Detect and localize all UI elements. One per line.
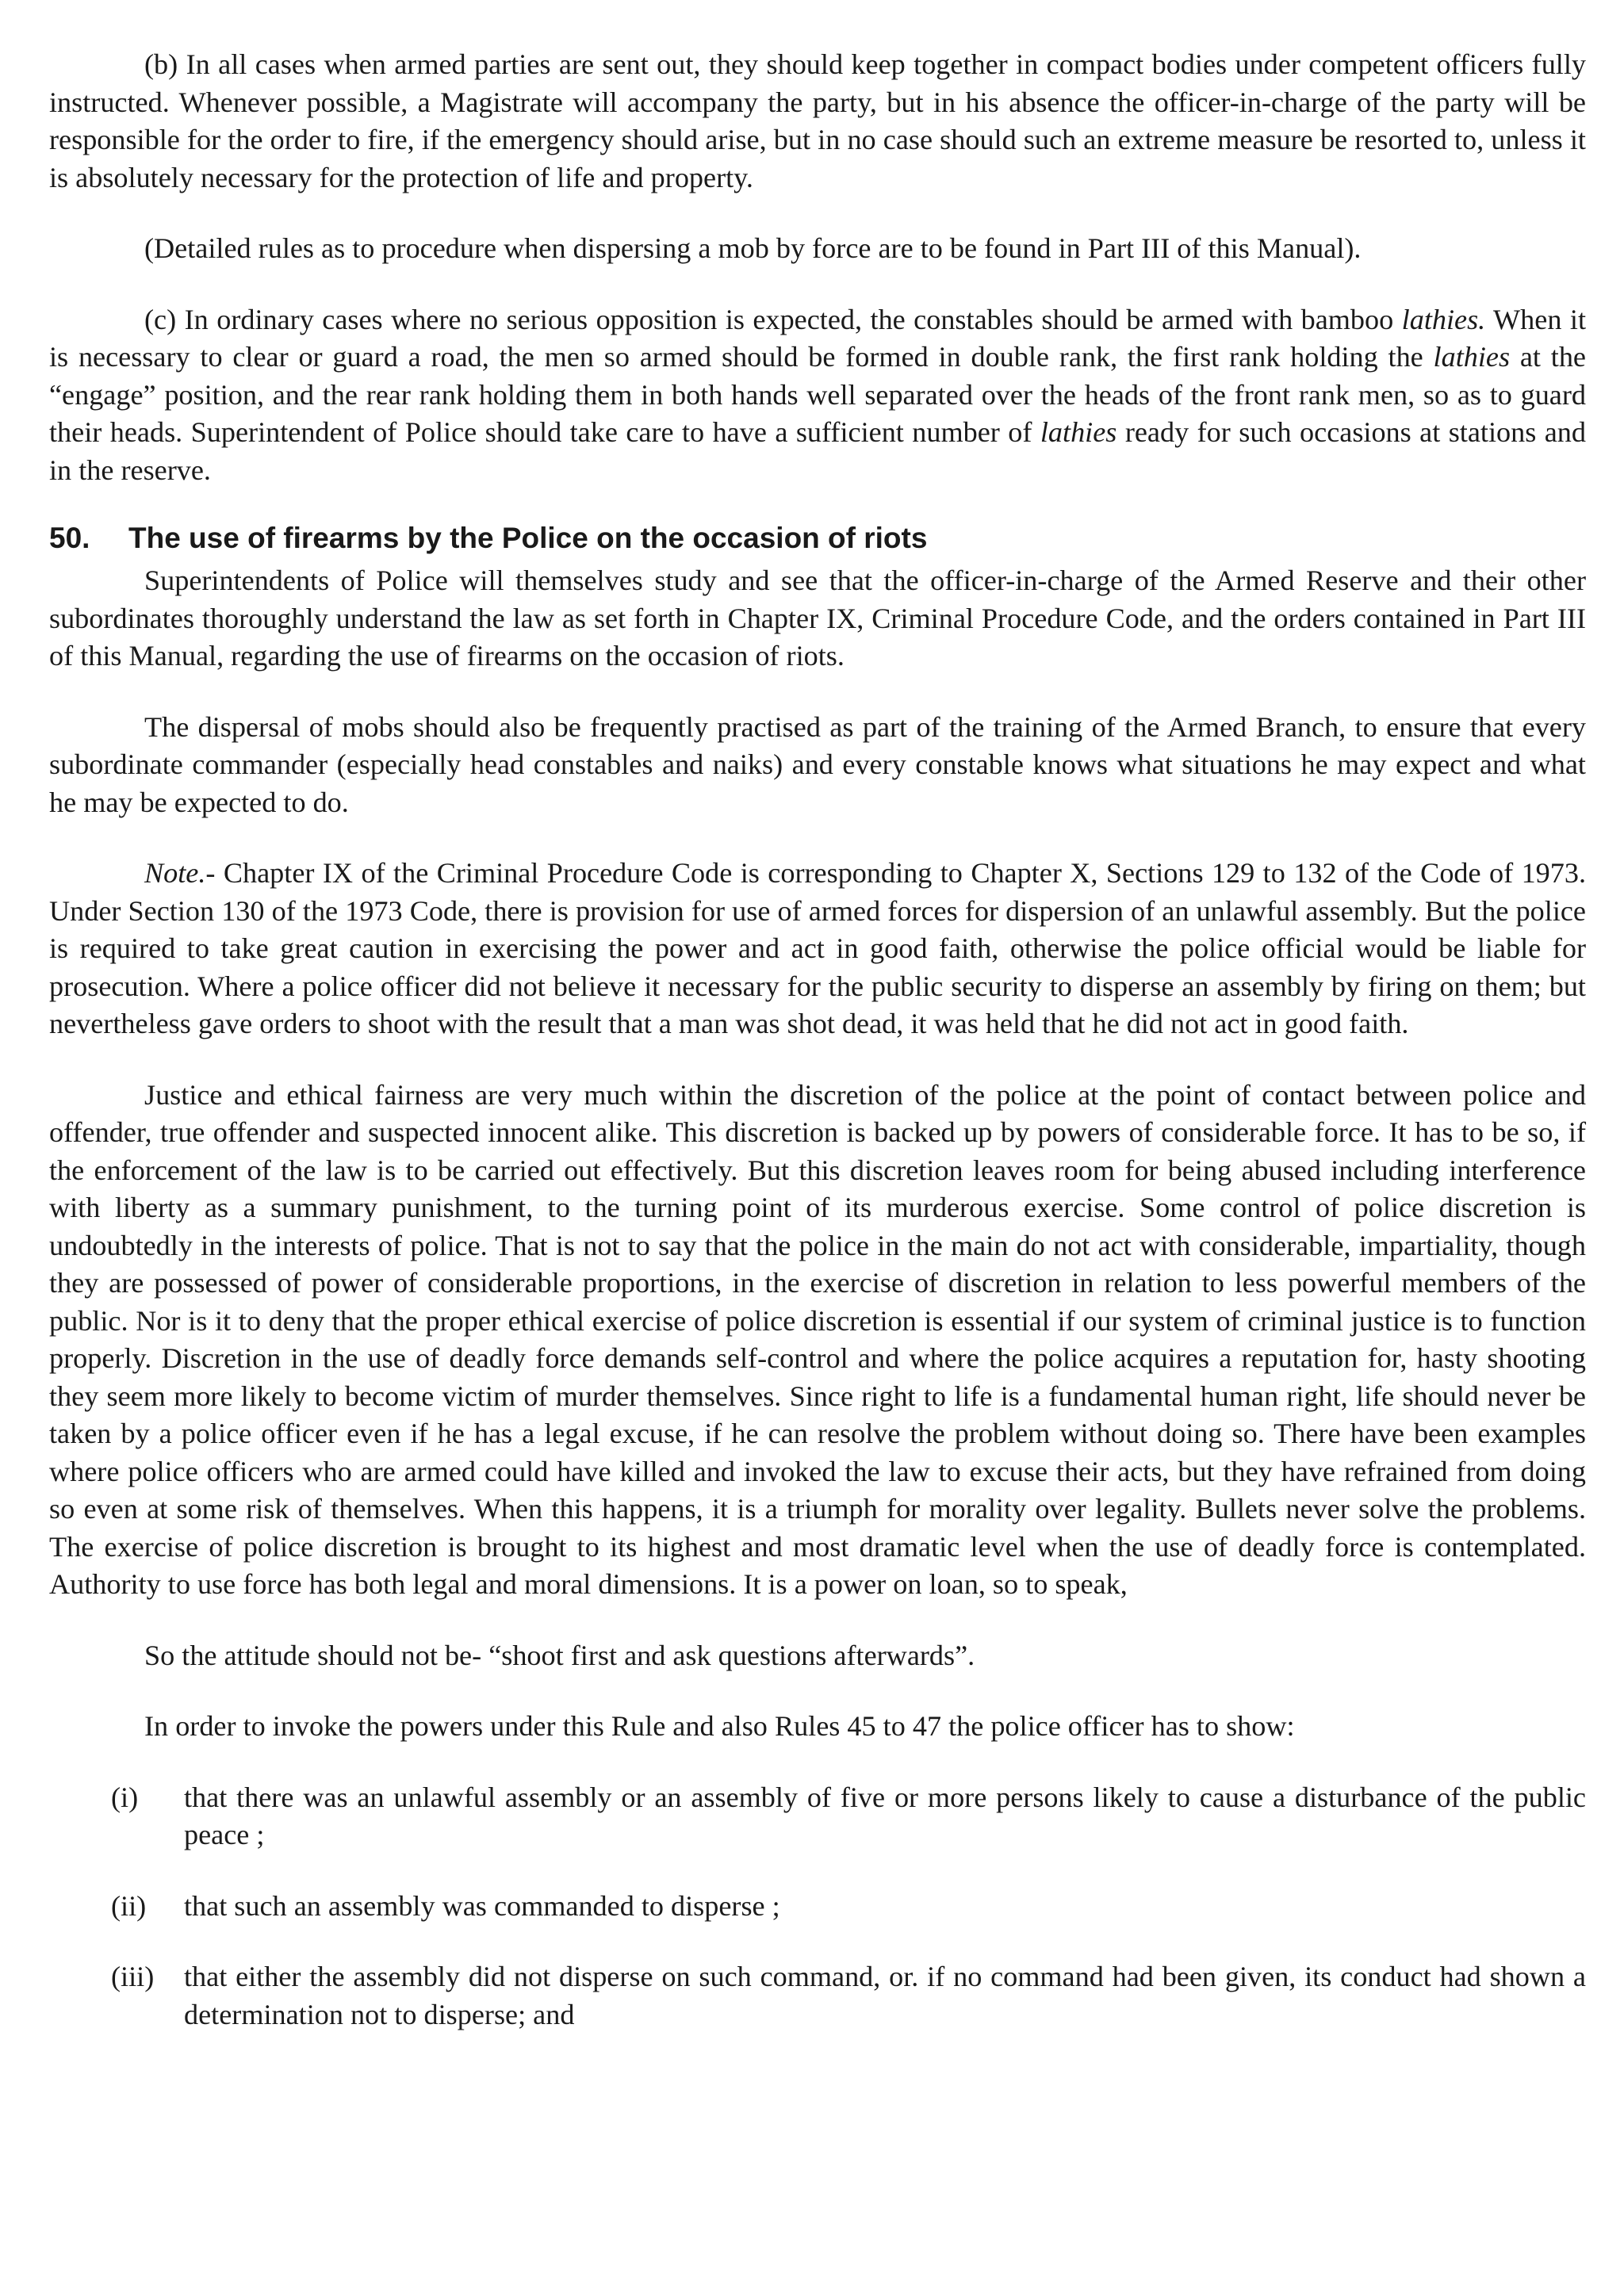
section-heading	[49, 519, 1586, 557]
document-page	[49, 46, 1586, 2067]
paragraph-c	[49, 301, 1586, 490]
note-label: Note.	[144, 857, 206, 889]
note-paragraph	[49, 855, 1586, 1043]
section-number: 50.	[49, 522, 90, 554]
list-marker: (iii)	[111, 1961, 155, 1992]
paragraph-study: Superintendents of Police will themselves study and see that the officer-in-charge of the Armed Reserve and their other subordinates thoroughly understand the law as set forth in Chapter IX, Criminal Procedure Code, and the orders contained in Part III of this Manual, regarding the use of firearms on the occasion of riots.	[49, 564, 1586, 672]
lathies-term-3: lathies	[1040, 416, 1117, 448]
paragraph-detailed-rules: (Detailed rules as to procedure when dispersing a mob by force are to be found in Part III of this Manual).	[144, 232, 1362, 264]
list-marker: (i)	[111, 1781, 139, 1813]
list-marker: (ii)	[111, 1889, 147, 1922]
paragraph-c-text-3: at the “engage” position, and the rear rank holding them in both hands well separated over the heads of the front rank men, so as to guard their heads. Superintendent of Police should take care to have a sufficient number of	[49, 341, 1586, 448]
paragraph-c-text-1: (c) In ordinary cases where no serious opposition is expected, the constables should be armed with bamboo	[144, 303, 1402, 335]
lathies-term-2: lathies	[1433, 341, 1511, 373]
note-text: - Chapter IX of the Criminal Procedure Code is corresponding to Chapter X, Sections 129 to 132 of the Code of 1973. Under Section 130 of the 1973 Code, there is provision for use of armed forces for dispersion of an unlawful assembly. But the police is required to take great caution in exercising the power and act in good faith, otherwise the police official would be liable for prosecution. Where a police officer did not believe it necessary for the public security to disperse an assembly by firing on them; but nevertheless gave orders to shoot with the result that a man was shot dead, it was held that he did not act in good faith.	[49, 857, 1586, 1039]
list-item-text: that such an assembly was commanded to disperse ;	[184, 1889, 780, 1922]
list-item	[49, 1958, 1586, 2034]
paragraph-dispersal: The dispersal of mobs should also be frequently practised as part of the training of the Armed Branch, to ensure that every subordinate commander (especially head constables and naiks) and every constable knows what situations he may expect and what he may be expected to do.	[49, 710, 1586, 818]
paragraph-justice: Justice and ethical fairness are very much within the discretion of the police at the point of contact between police and offender, true offender and suspected innocent alike. This discretion is backed up by powers of considerable force. It has to be so, if the enforcement of the law is to be carried out effectively. But this discretion leaves room for being abused including interference with liberty as a summary punishment, to the turning point of its murderous exercise. Some control of police discretion is undoubtedly in the interests of police. That is not to say that the police in the main do not act with considerable, impartiality, though they are possessed of power of considerable proportions, in the exercise of discretion in relation to less powerful members of the public. Nor is it to deny that the proper ethical exercise of police discretion is essential if our system of criminal justice is to function properly. Discretion in the use of deadly force demands self-control and where the police acquires a reputation for, hasty shooting they seem more likely to become victim of murder themselves. Since right to life is a fundamental human right, life should never be taken by a police officer even if he has a legal excuse, if he can resolve the problem without doing so. There have been examples where police officers who are armed could have killed and invoked the law to excuse their acts, but they have refrained from doing so even at some risk of themselves. When this happens, it is a triumph for morality over legality. Bullets never solve the problems. The exercise of police discretion is brought to its highest and most dramatic level when the use of deadly force is contemplated. Authority to use force has both legal and moral dimensions. It is a power on loan, so to speak,	[49, 1078, 1586, 1600]
paragraph-attitude: So the attitude should not be- “shoot first and ask questions afterwards”.	[144, 1639, 975, 1671]
section-title: The use of firearms by the Police on the occasion of riots	[128, 522, 928, 554]
list-item	[49, 1888, 1586, 1926]
lathies-term-1: lathies.	[1401, 303, 1486, 335]
paragraph-c-text-2: When it is necessary to clear or guard a road, the men so armed should be formed in double rank, the first rank holding the	[49, 303, 1586, 373]
paragraph-invoke: In order to invoke the powers under this Rule and also Rules 45 to 47 the police officer has to show:	[144, 1710, 1295, 1742]
list-item	[49, 1779, 1586, 1854]
list-item-text: that there was an unlawful assembly or an assembly of five or more persons likely to cause a disturbance of the public peace ;	[184, 1781, 1586, 1850]
paragraph-b: (b) In all cases when armed parties are sent out, they should keep together in compact bodies under competent officers fully instructed. Whenever possible, a Magistrate will accompany the party, but in his absence the officer-in-charge of the party will be responsible for the order to fire, if the emergency should arise, but in no case should such an extreme measure be resorted to, unless it is absolutely necessary for the protection of life and property.	[49, 48, 1586, 193]
paragraph-c-text-4: ready for such occasions at stations and in the reserve.	[49, 416, 1586, 486]
list-item-text: that either the assembly did not disperse on such command, or. if no command had been given, its conduct had shown a determination not to disperse; and	[184, 1961, 1586, 2030]
